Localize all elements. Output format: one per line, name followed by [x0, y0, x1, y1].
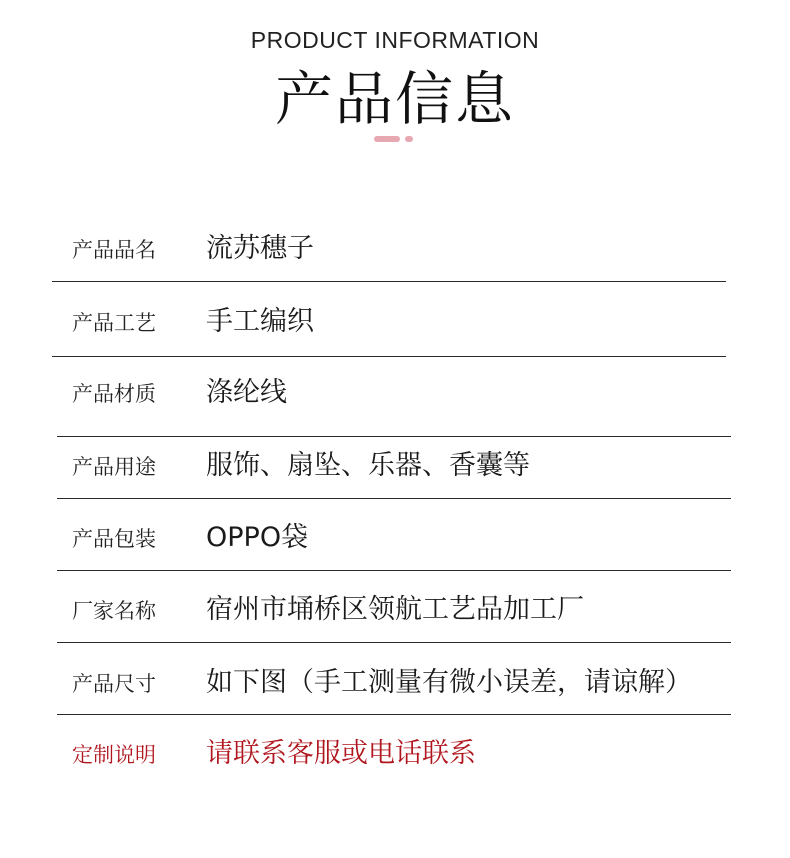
info-row-material — [0, 373, 790, 413]
title-underline-bar — [374, 136, 400, 142]
row-value: 手工编织 — [206, 306, 314, 337]
row-label: 产品包装 — [72, 527, 156, 551]
row-divider — [57, 714, 731, 715]
row-divider — [57, 436, 731, 437]
row-label: 定制说明 — [72, 743, 156, 767]
info-row-size — [0, 663, 790, 703]
page-subtitle: PRODUCT INFORMATION — [250, 27, 540, 53]
info-row-packaging — [0, 518, 790, 558]
row-value: 流苏穗子 — [206, 233, 314, 264]
row-divider — [57, 570, 731, 571]
row-divider — [52, 356, 726, 357]
info-row-manufacturer — [0, 590, 790, 630]
info-row-craft — [0, 302, 790, 342]
page-title: 产品信息 — [274, 65, 515, 133]
info-row-usage — [0, 446, 790, 486]
row-label: 产品工艺 — [72, 311, 156, 335]
row-divider — [57, 498, 731, 499]
info-row-customization — [0, 734, 790, 774]
row-label: 产品材质 — [72, 382, 156, 406]
row-value: 宿州市埇桥区领航工艺品加工厂 — [206, 594, 584, 625]
row-value: 涤纶线 — [206, 377, 287, 408]
row-value: 如下图（手工测量有微小误差，请谅解） — [206, 667, 692, 698]
row-label: 产品尺寸 — [72, 672, 156, 696]
row-value: 服饰、扇坠、乐器、香囊等 — [206, 450, 530, 481]
title-underline-dot — [405, 136, 413, 142]
info-row-product-name — [0, 229, 790, 269]
row-value: 请联系客服或电话联系 — [206, 738, 476, 769]
row-value: OPPO袋 — [206, 522, 309, 553]
row-divider — [57, 642, 731, 643]
row-label: 产品品名 — [72, 238, 156, 262]
row-divider — [52, 281, 726, 282]
row-label: 产品用途 — [72, 455, 156, 479]
row-label: 厂家名称 — [72, 599, 156, 623]
